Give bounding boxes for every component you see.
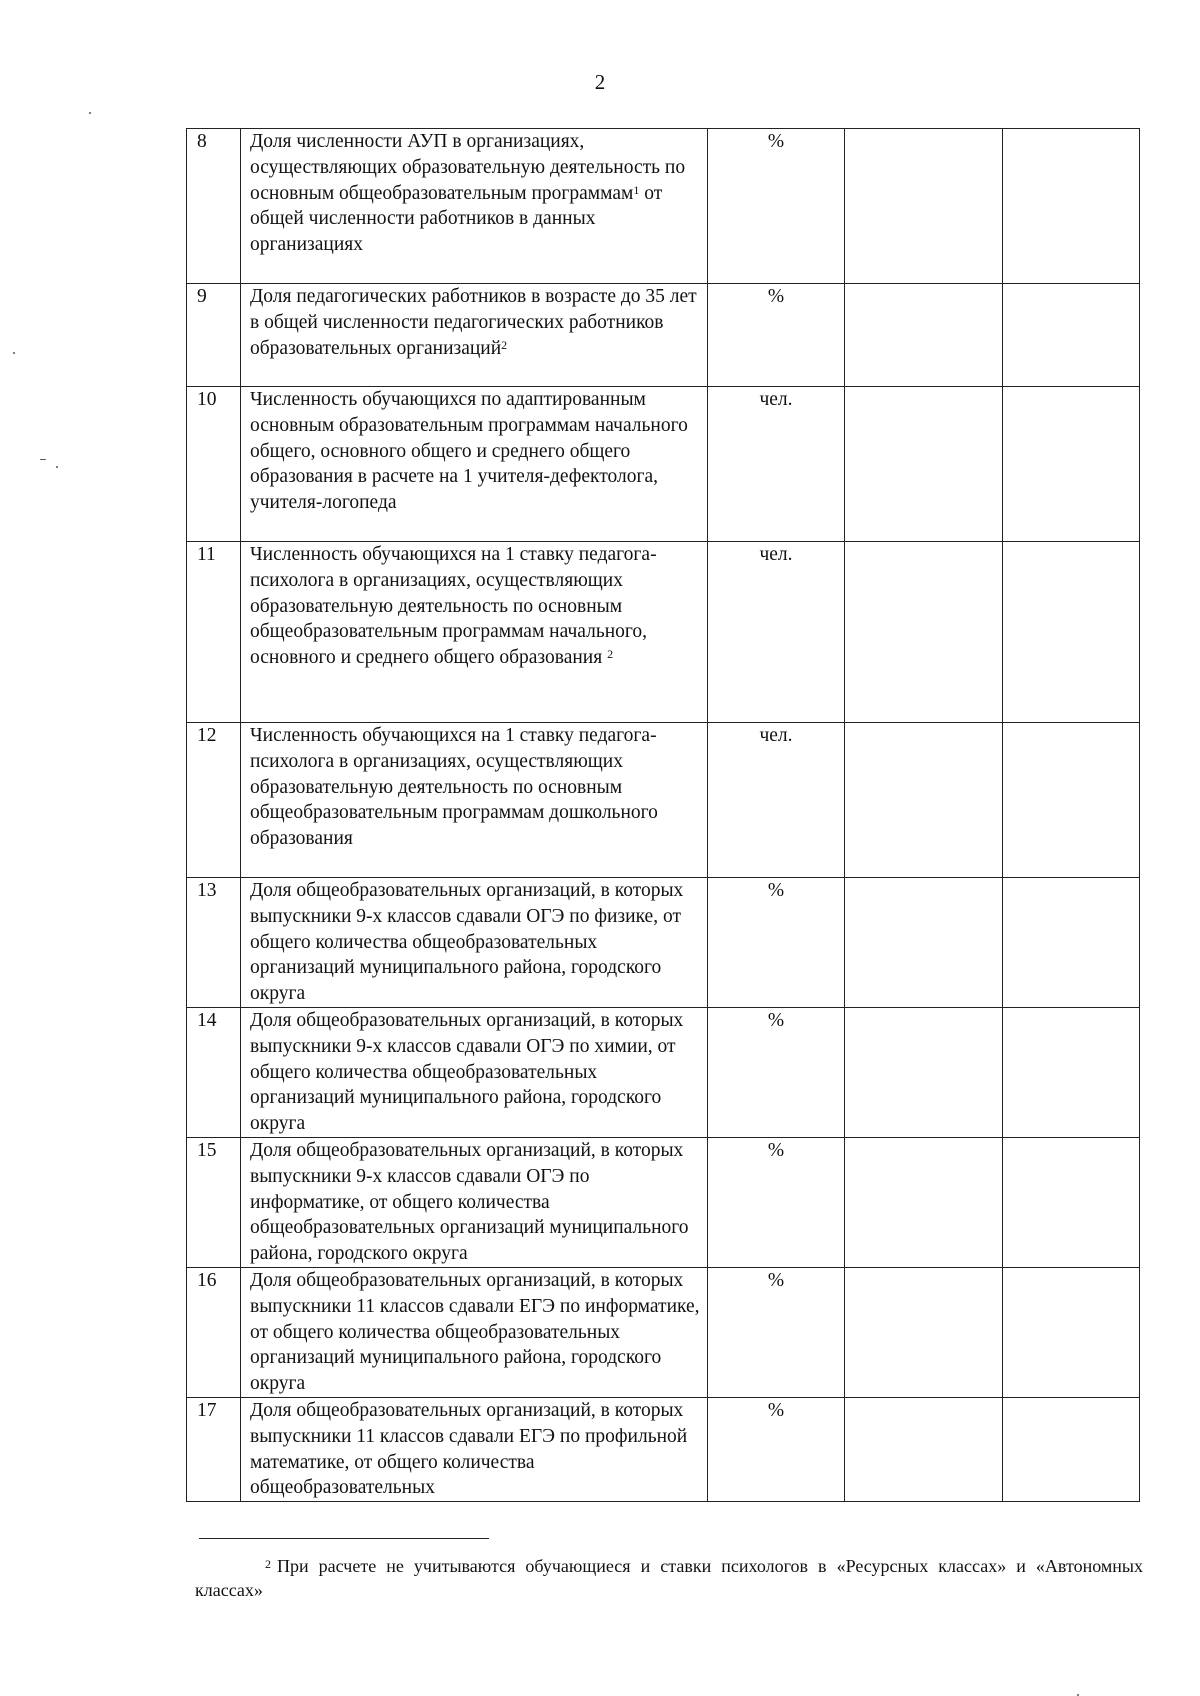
footnote-divider	[199, 1538, 489, 1539]
row-number: 11	[187, 542, 241, 723]
unit-cell: %	[708, 1137, 845, 1267]
value-cell	[845, 387, 1003, 542]
row-number: 8	[187, 129, 241, 284]
page-number: 2	[594, 70, 606, 94]
table-row	[187, 129, 1140, 284]
indicators-table	[186, 128, 1140, 1502]
value-cell	[845, 1137, 1003, 1267]
row-number: 17	[187, 1397, 241, 1501]
table-row	[187, 723, 1140, 878]
value-cell	[845, 878, 1003, 1008]
unit-cell: %	[708, 878, 845, 1008]
footnote-ref: 2	[501, 337, 508, 352]
value-cell	[1003, 878, 1140, 1008]
unit-cell: %	[708, 284, 845, 387]
table-row	[187, 1007, 1140, 1137]
indicator-text-main: Доля численности АУП в организациях, осуществляющих образовательную деятельность по основным общеобразовательным программам	[250, 131, 686, 204]
indicator-text: Доля общеобразовательных организаций, в которых выпускники 9-х классов сдавали ОГЭ по физике, от общего количества общеобразовательных организаций муниципального района, городского округа	[241, 878, 708, 1008]
indicator-text: Доля общеобразовательных организаций, в которых выпускники 11 классов сдавали ЕГЭ по информатике, от общего количества общеобразовательных организаций муниципального района, городского округа	[241, 1267, 708, 1397]
indicator-text: Доля общеобразовательных организаций, в которых выпускники 9-х классов сдавали ОГЭ по химии, от общего количества общеобразовательных организаций муниципального района, городского округа	[241, 1007, 708, 1137]
table-row	[187, 878, 1140, 1008]
indicator-text: Численность обучающихся по адаптированным основным образовательным программам начального общего, основного общего и среднего общего образования в расчете на 1 учителя-дефектолога, учителя-логопеда	[241, 387, 708, 542]
indicator-text	[241, 129, 708, 284]
value-cell	[845, 1397, 1003, 1501]
row-number: 13	[187, 878, 241, 1008]
unit-cell: %	[708, 1267, 845, 1397]
value-cell	[1003, 1007, 1140, 1137]
value-cell	[1003, 1267, 1140, 1397]
unit-cell: %	[708, 129, 845, 284]
unit-cell: чел.	[708, 542, 845, 723]
indicator-text: Доля общеобразовательных организаций, в которых выпускники 11 классов сдавали ЕГЭ по профильной математике, от общего количества общеобразовательных	[241, 1397, 708, 1501]
table-row	[187, 284, 1140, 387]
footnote	[195, 1554, 1143, 1602]
row-number: 9	[187, 284, 241, 387]
table-row	[187, 1397, 1140, 1501]
unit-cell: чел.	[708, 723, 845, 878]
footnote-text: При расчете не учитываются обучающиеся и ставки психологов в «Ресурсных классах» и «Автономных классах»	[195, 1556, 1143, 1600]
indicator-text: Численность обучающихся на 1 ставку педагога-психолога в организациях, осуществляющих образовательную деятельность по основным общеобразовательным программам дошкольного образования	[241, 723, 708, 878]
value-cell	[1003, 542, 1140, 723]
scan-speck	[40, 459, 46, 460]
indicator-text: Доля общеобразовательных организаций, в которых выпускники 9-х классов сдавали ОГЭ по информатике, от общего количества общеобразовательных организаций муниципального района, городского округа	[241, 1137, 708, 1267]
row-number: 12	[187, 723, 241, 878]
value-cell	[845, 723, 1003, 878]
unit-cell: %	[708, 1397, 845, 1501]
table-row	[187, 387, 1140, 542]
indicator-text-after: от общей численности работников в данных организациях	[250, 182, 663, 256]
footnote-ref: 1	[633, 182, 640, 197]
indicator-text-main: Численность обучающихся на 1 ставку педагога-психолога в организациях, осуществляющих образовательную деятельность по основным общеобразовательным программам начального, основного и среднего общего образования	[250, 544, 657, 669]
value-cell	[1003, 1397, 1140, 1501]
value-cell	[1003, 723, 1140, 878]
scan-speck	[56, 466, 58, 468]
table-row	[187, 1267, 1140, 1397]
value-cell	[845, 284, 1003, 387]
scan-speck	[13, 352, 15, 354]
unit-cell: чел.	[708, 387, 845, 542]
footnote-mark: 2	[265, 1557, 271, 1571]
value-cell	[1003, 129, 1140, 284]
indicator-text	[241, 284, 708, 387]
value-cell	[845, 1267, 1003, 1397]
footnote-ref: 2	[607, 647, 614, 662]
indicator-text	[241, 542, 708, 723]
scan-speck	[89, 112, 91, 114]
row-number: 14	[187, 1007, 241, 1137]
value-cell	[845, 1007, 1003, 1137]
table-row	[187, 542, 1140, 723]
value-cell	[845, 542, 1003, 723]
value-cell	[1003, 284, 1140, 387]
value-cell	[1003, 387, 1140, 542]
row-number: 16	[187, 1267, 241, 1397]
table-row	[187, 1137, 1140, 1267]
indicator-text-main: Доля педагогических работников в возрасте до 35 лет в общей численности педагогических работников образовательных организаций	[250, 286, 697, 359]
row-number: 15	[187, 1137, 241, 1267]
value-cell	[1003, 1137, 1140, 1267]
unit-cell: %	[708, 1007, 845, 1137]
value-cell	[845, 129, 1003, 284]
row-number: 10	[187, 387, 241, 542]
